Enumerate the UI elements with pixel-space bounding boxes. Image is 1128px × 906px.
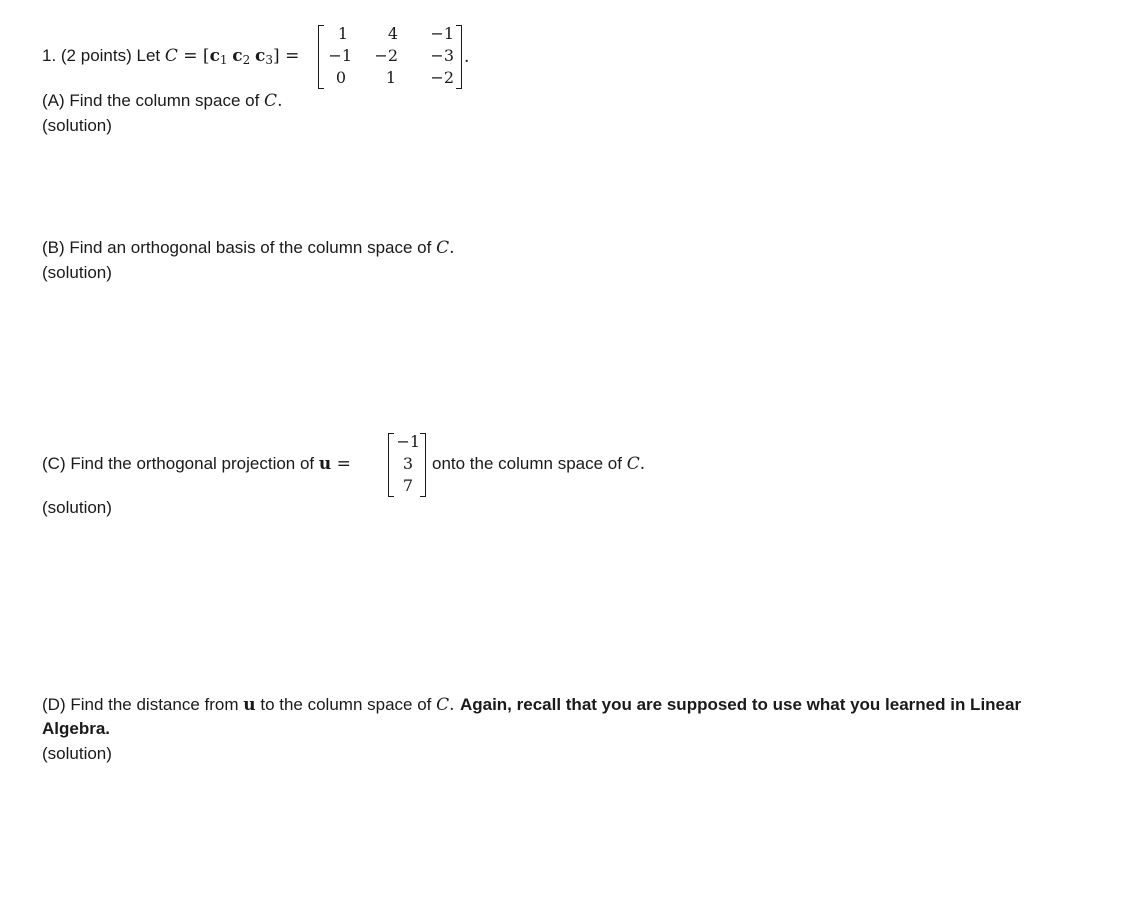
part-d-question	[42, 694, 1021, 716]
part-b-var: C	[436, 238, 450, 258]
matrix-cell: 1	[337, 24, 348, 43]
part-d-bold-2: Algebra.	[42, 719, 111, 738]
equals-sign-2: =	[279, 46, 300, 66]
part-d-vec: u	[243, 695, 256, 715]
part-c-equals: =	[331, 454, 351, 474]
vector-cell: 3	[402, 454, 413, 473]
part-c-question-tail	[432, 453, 645, 475]
part-b-solution: (solution)	[42, 263, 112, 282]
column-subscript-2: 2	[242, 53, 251, 67]
matrix-cell: 1	[385, 68, 396, 87]
matrix-cell: −1	[430, 24, 454, 43]
column-bracket-close: ]	[273, 46, 280, 66]
part-a-end: .	[277, 91, 283, 111]
matrix-c	[318, 22, 464, 92]
part-b-text: (B) Find an orthogonal basis of the column space of	[42, 238, 437, 257]
part-c-after: onto the column space of	[432, 454, 627, 473]
part-c-text: (C) Find the orthogonal projection of	[42, 454, 319, 473]
matrix-cell: 4	[387, 24, 398, 43]
problem-intro: 1. (2 points) Let	[42, 46, 165, 65]
part-d-end: .	[449, 695, 460, 715]
matrix-cell: −2	[430, 68, 454, 87]
part-a-text: (A) Find the column space of	[42, 91, 265, 110]
column-vector-c2: c	[232, 46, 243, 66]
part-b-end: .	[449, 238, 455, 258]
part-c-end: .	[639, 454, 646, 474]
matrix-cell: −2	[374, 46, 398, 65]
column-subscript-3: 3	[265, 53, 274, 67]
part-c-solution: (solution)	[42, 498, 112, 517]
equals-sign: =	[177, 46, 203, 66]
part-d-text: (D) Find the distance from	[42, 695, 244, 714]
part-c-vec: u	[318, 454, 332, 474]
vector-cell: −1	[396, 432, 420, 451]
part-a-solution: (solution)	[42, 116, 112, 135]
part-b-question	[42, 237, 454, 259]
vector-cell: 7	[402, 476, 413, 495]
matrix-name: C	[164, 46, 178, 66]
part-d-var: C	[436, 695, 450, 715]
part-a-var: C	[264, 91, 278, 111]
vector-right-bracket	[420, 433, 426, 497]
part-d-bold-1: Again, recall that you are supposed to use what you learned in Linear	[459, 695, 1022, 714]
part-d-mid: to the column space of	[255, 695, 437, 714]
column-subscript-1: 1	[219, 53, 228, 67]
part-d-solution: (solution)	[42, 744, 112, 763]
matrix-cell: 0	[335, 68, 346, 87]
column-vector-c1: c	[209, 46, 220, 66]
column-bracket-open: [	[202, 46, 210, 66]
vector-u	[388, 430, 428, 500]
matrix-cell: −1	[328, 46, 352, 65]
matrix-cell: −3	[430, 46, 454, 65]
part-c-question	[42, 453, 351, 475]
column-vector-c3: c	[255, 46, 266, 66]
matrix-right-bracket	[456, 25, 462, 89]
problem-statement	[42, 45, 299, 71]
part-c-var: C	[626, 454, 640, 474]
matrix-period: .	[464, 47, 470, 67]
part-a-question	[42, 90, 282, 112]
